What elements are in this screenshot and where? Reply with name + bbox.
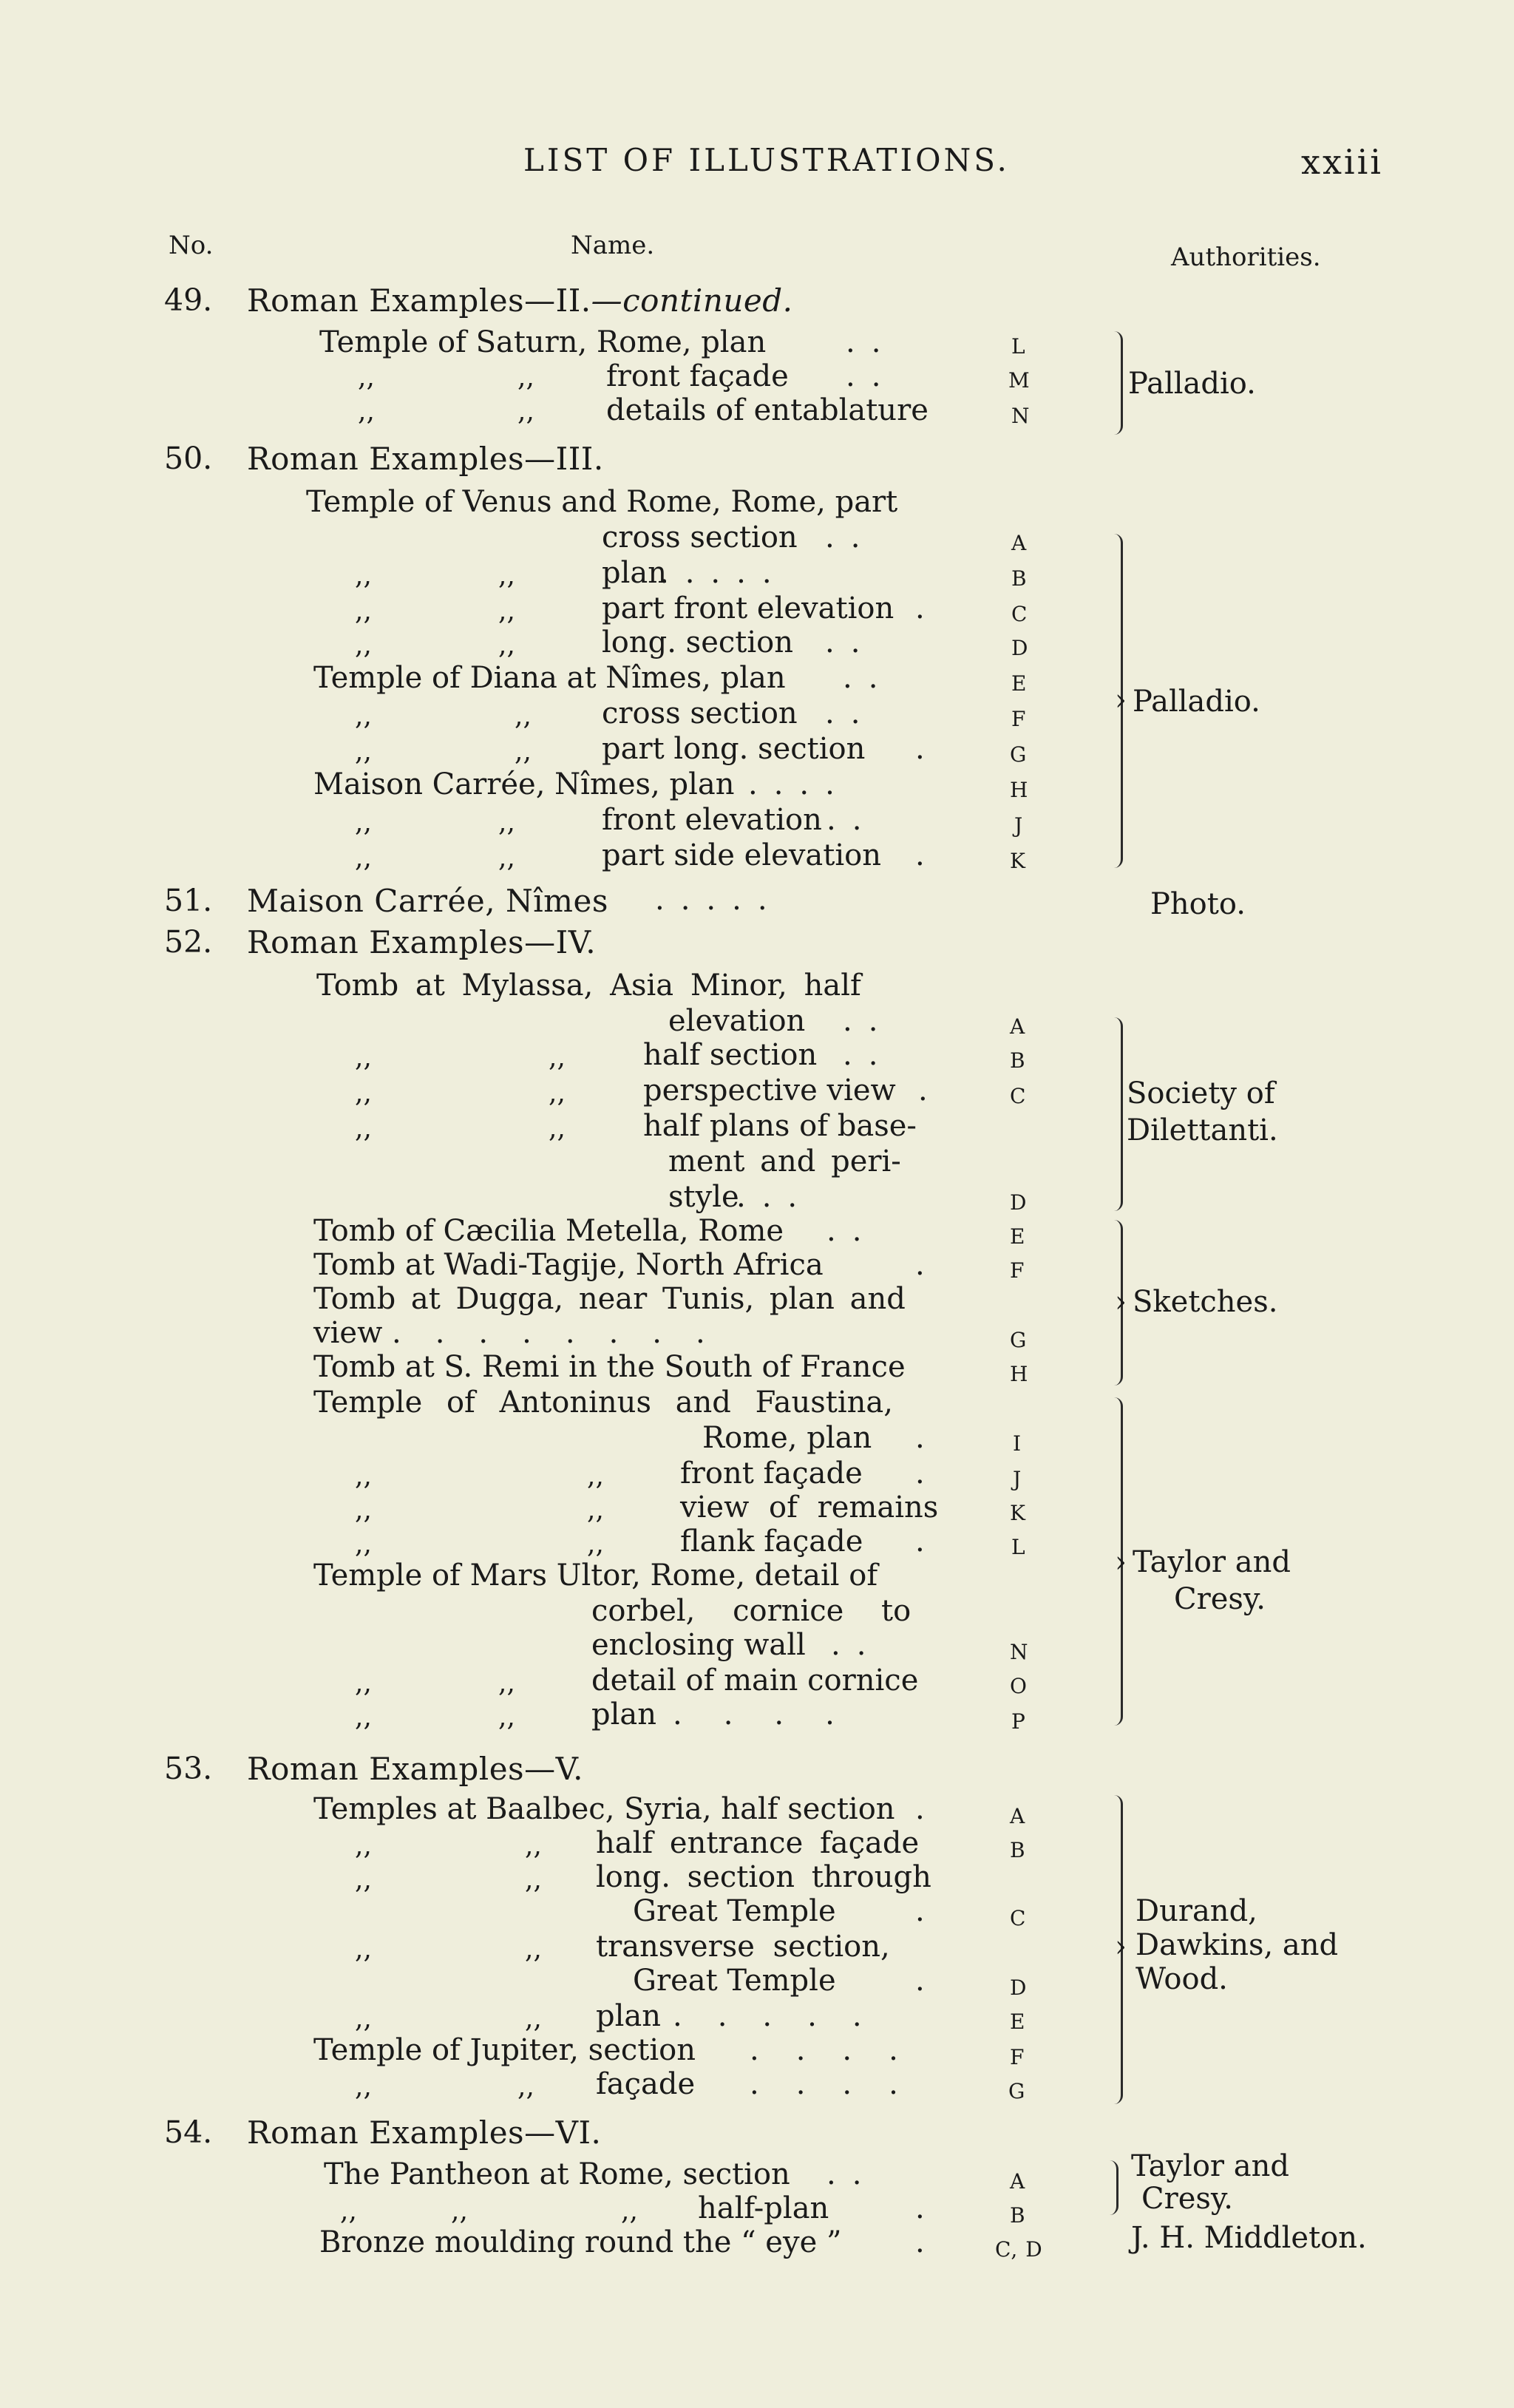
ditto-mark: ,, xyxy=(549,1042,566,1073)
plate-letter: F xyxy=(1010,2045,1025,2069)
column-head-authorities: Authorities. xyxy=(1171,243,1321,272)
authority: Photo. xyxy=(1150,887,1246,921)
plate-letter: C xyxy=(1011,602,1028,626)
entry-text: flank façade xyxy=(680,1524,863,1559)
ditto-mark: ,, xyxy=(355,843,372,873)
section-number: 54. xyxy=(164,2114,213,2150)
entry-text: view of remains xyxy=(680,1490,939,1524)
ditto-mark: ,, xyxy=(621,2196,638,2226)
leader-dots: . xyxy=(915,1792,941,1826)
plate-letter: G xyxy=(1010,1328,1028,1352)
section-number: 53. xyxy=(164,1751,213,1786)
leader-dots: ..... xyxy=(655,883,784,917)
column-head-name: Name. xyxy=(571,231,655,260)
plate-letter: G xyxy=(1008,2079,1026,2103)
plate-letter: N xyxy=(1010,1640,1029,1664)
entry-text: detail of main cornice xyxy=(591,1663,919,1698)
column-head-no: No. xyxy=(169,231,214,260)
entry-text: long. section xyxy=(602,625,793,659)
plate-letter: K xyxy=(1010,1501,1026,1525)
brace xyxy=(1110,1017,1123,1211)
brace-point: › xyxy=(1115,683,1127,717)
section-number: 49. xyxy=(164,282,213,318)
ditto-mark: ,, xyxy=(355,596,372,626)
ditto-mark: ,, xyxy=(355,1529,372,1559)
plate-letter: F xyxy=(1010,1258,1025,1283)
entry-text: Tomb at Dugga, near Tunis, plan and xyxy=(313,1282,906,1316)
plate-letter: G xyxy=(1010,742,1028,767)
ditto-mark: ,, xyxy=(587,1461,604,1491)
plate-letter: A xyxy=(1010,1014,1026,1039)
entry-text: cross section xyxy=(602,696,798,730)
entry-text: Great Temple xyxy=(633,1964,836,1998)
authority: Palladio. xyxy=(1128,367,1256,401)
entry-text: ment and peri- xyxy=(668,1144,901,1178)
authority: Sketches. xyxy=(1133,1285,1278,1319)
entry-text: cross section xyxy=(602,520,798,554)
section-title: Roman Examples—III. xyxy=(247,441,604,477)
leader-dots: .. xyxy=(846,359,897,393)
entry-text: façade xyxy=(596,2067,696,2101)
ditto-mark: ,, xyxy=(358,396,375,427)
ditto-mark: ,, xyxy=(498,630,515,660)
ditto-mark: ,, xyxy=(498,807,515,838)
ditto-mark: ,, xyxy=(355,701,372,731)
leader-dots: . xyxy=(915,1964,941,1998)
ditto-mark: ,, xyxy=(355,2004,372,2034)
ditto-mark: ,, xyxy=(355,1934,372,1964)
authority: Durand, Dawkins, and Wood. xyxy=(1136,1894,1339,1996)
authority: Society of Dilettanti. xyxy=(1127,1076,1278,1147)
entry-text: Temples at Baalbec, Syria, half section xyxy=(313,1792,895,1826)
plate-letter: B xyxy=(1010,1838,1026,1862)
leader-dots: .... xyxy=(673,1698,876,1732)
ditto-mark: ,, xyxy=(587,1495,604,1525)
plate-letter: D xyxy=(1010,1190,1028,1215)
entry-text: half entrance façade xyxy=(596,1826,920,1860)
entry-text: perspective view xyxy=(643,1074,896,1108)
leader-dots: .... xyxy=(750,2033,935,2067)
entry-text: style xyxy=(668,1180,739,1214)
entry-text: enclosing wall xyxy=(591,1628,806,1662)
entry-text: plan xyxy=(596,1999,662,2033)
ditto-mark: ,, xyxy=(355,807,372,838)
ditto-mark: ,, xyxy=(525,1865,542,1895)
brace-point: › xyxy=(1115,1545,1127,1579)
ditto-mark: ,, xyxy=(515,736,532,767)
ditto-mark: ,, xyxy=(355,1668,372,1698)
ditto-mark: ,, xyxy=(451,2196,468,2226)
entry-text: Tomb at Mylassa, Asia Minor, half xyxy=(316,969,861,1003)
brace xyxy=(1109,331,1123,435)
leader-dots: . xyxy=(915,1421,941,1455)
entry-text: The Pantheon at Rome, section xyxy=(324,2157,790,2191)
plate-letter: H xyxy=(1010,778,1029,802)
plate-letter: M xyxy=(1008,368,1031,393)
leader-dots: .. xyxy=(826,2157,878,2191)
ditto-mark: ,, xyxy=(517,396,534,427)
ditto-mark: ,, xyxy=(355,1702,372,1732)
leader-dots: .. xyxy=(825,625,877,659)
entry-text: Temple of Venus and Rome, Rome, part xyxy=(306,485,898,519)
entry-text: Temple of Saturn, Rome, plan xyxy=(319,325,767,359)
plate-letter: A xyxy=(1010,2169,1026,2194)
ditto-mark: ,, xyxy=(355,630,372,660)
section-number: 52. xyxy=(164,924,213,960)
ditto-mark: ,, xyxy=(355,1495,372,1525)
entry-text: Tomb of Cæcilia Metella, Rome xyxy=(313,1214,784,1248)
page-number: xxiii xyxy=(1301,142,1384,182)
leader-dots: . xyxy=(918,1074,944,1108)
plate-letter: L xyxy=(1011,334,1026,359)
entry-text: plan xyxy=(602,556,668,590)
entry-text: half section xyxy=(643,1038,818,1072)
entry-text: long. section through xyxy=(596,1860,931,1894)
plate-letter: B xyxy=(1011,566,1028,591)
leader-dots: .. xyxy=(846,325,897,359)
ditto-mark: ,, xyxy=(517,2072,534,2102)
plate-letter: J xyxy=(1013,1467,1022,1491)
leader-dots: ........ xyxy=(392,1316,739,1350)
ditto-mark: ,, xyxy=(549,1113,566,1144)
authority: Taylor and Cresy. xyxy=(1131,2149,1289,2216)
leader-dots: .. xyxy=(831,1628,883,1662)
leader-dots: . xyxy=(915,2225,941,2259)
plate-letter: C xyxy=(1010,1906,1027,1930)
ditto-mark: ,, xyxy=(355,1113,372,1144)
brace-point: › xyxy=(1115,1285,1127,1319)
ditto-mark: ,, xyxy=(355,1042,372,1073)
leader-dots: . xyxy=(915,1524,941,1559)
ditto-mark: ,, xyxy=(498,560,515,591)
ditto-mark: ,, xyxy=(355,1461,372,1491)
entry-text: front elevation xyxy=(602,803,822,837)
leader-dots: . xyxy=(915,1894,941,1928)
ditto-mark: ,, xyxy=(498,843,515,873)
plate-letter: I xyxy=(1013,1431,1022,1456)
entry-text: view xyxy=(313,1316,383,1350)
entry-text: plan xyxy=(591,1698,657,1732)
entry-text: Rome, plan xyxy=(702,1421,872,1455)
section-number: 51. xyxy=(164,883,213,918)
ditto-mark: ,, xyxy=(355,1078,372,1108)
entry-text: front façade xyxy=(606,359,789,393)
section-title: Maison Carrée, Nîmes xyxy=(247,883,608,919)
entry-text: Temple of Antoninus and Faustina, xyxy=(313,1386,893,1420)
authority: Palladio. xyxy=(1133,685,1260,719)
ditto-mark: ,, xyxy=(498,1702,515,1732)
leader-dots: .. xyxy=(826,803,878,837)
entry-text: Temple of Diana at Nîmes, plan xyxy=(313,661,786,695)
ditto-mark: ,, xyxy=(355,736,372,767)
section-number: 50. xyxy=(164,441,213,476)
entry-text: Tomb at Wadi-Tagije, North Africa xyxy=(313,1248,824,1282)
plate-letter: D xyxy=(1010,1975,1028,2000)
plate-letter: E xyxy=(1010,2010,1026,2034)
entry-text: details of entablature xyxy=(606,393,929,427)
ditto-mark: ,, xyxy=(498,596,515,626)
plate-letter: D xyxy=(1011,636,1029,660)
ditto-mark: ,, xyxy=(525,1831,542,1861)
entry-text: corbel, cornice to xyxy=(591,1594,912,1628)
plate-letter: L xyxy=(1011,1535,1026,1559)
plate-letter: E xyxy=(1011,671,1028,696)
entry-text: Temple of Mars Ultor, Rome, detail of xyxy=(313,1559,878,1593)
entry-text: part side elevation xyxy=(602,838,881,872)
leader-dots: .... xyxy=(750,2067,935,2101)
leader-dots: . xyxy=(915,838,941,872)
leader-dots: .. xyxy=(843,661,895,695)
entry-text: part front elevation xyxy=(602,591,895,625)
plate-letter: P xyxy=(1011,1709,1026,1734)
ditto-mark: ,, xyxy=(355,1865,372,1895)
entry-text: transverse section, xyxy=(596,1930,890,1964)
ditto-mark: ,, xyxy=(525,1934,542,1964)
plate-letter: A xyxy=(1010,1804,1026,1828)
leader-dots: .. xyxy=(825,696,877,730)
ditto-mark: ,, xyxy=(355,2072,372,2102)
plate-letter: N xyxy=(1011,404,1031,428)
leader-dots: . xyxy=(915,1248,941,1282)
entry-text: Bronze moulding round the “ eye ” xyxy=(319,2225,842,2259)
entry-text: Maison Carrée, Nîmes, plan xyxy=(313,767,735,801)
plate-letter: A xyxy=(1011,531,1028,555)
running-title: LIST OF ILLUSTRATIONS. xyxy=(523,142,1010,178)
leader-dots: . xyxy=(915,732,941,766)
plate-letter: C xyxy=(1010,1084,1027,1108)
leader-dots: . xyxy=(915,2191,941,2225)
entry-text: Temple of Jupiter, section xyxy=(313,2033,696,2067)
entry-text: elevation xyxy=(668,1004,806,1038)
brace-point: › xyxy=(1115,1930,1127,1964)
leader-dots: .. xyxy=(843,1038,895,1072)
ditto-mark: ,, xyxy=(525,2004,542,2034)
ditto-mark: ,, xyxy=(498,1668,515,1698)
brace xyxy=(1109,2160,1118,2215)
ditto-mark: ,, xyxy=(358,362,375,393)
plate-letter: C, D xyxy=(995,2237,1043,2262)
ditto-mark: ,, xyxy=(355,1831,372,1861)
leader-dots: .. xyxy=(826,1214,878,1248)
entry-text: Great Temple xyxy=(633,1894,836,1928)
entry-text: half-plan xyxy=(698,2191,829,2225)
ditto-mark: ,, xyxy=(515,701,532,731)
leader-dots: .. xyxy=(825,520,877,554)
plate-letter: J xyxy=(1014,813,1024,838)
plate-letter: B xyxy=(1010,2203,1026,2228)
leader-dots: ... xyxy=(736,1180,814,1214)
leader-dots: . xyxy=(915,1456,941,1490)
entry-text: part long. section xyxy=(602,732,866,766)
entry-text: Tomb at S. Remi in the South of France xyxy=(313,1350,906,1384)
entry-text: half plans of base- xyxy=(643,1109,917,1143)
ditto-mark: ,, xyxy=(549,1078,566,1108)
leader-dots: . xyxy=(915,591,941,625)
plate-letter: E xyxy=(1010,1224,1026,1249)
authority: Taylor and Cresy. xyxy=(1133,1545,1291,1616)
plate-letter: F xyxy=(1011,707,1027,731)
section-title: Roman Examples—VI. xyxy=(247,2114,602,2151)
leader-dots: .... xyxy=(748,767,851,801)
section-title: Roman Examples—IV. xyxy=(247,924,597,960)
plate-letter: K xyxy=(1010,849,1026,873)
ditto-mark: ,, xyxy=(517,362,534,393)
plate-letter: H xyxy=(1010,1362,1029,1386)
plate-letter: O xyxy=(1010,1674,1028,1698)
entry-text: front façade xyxy=(680,1456,863,1490)
leader-dots: ..... xyxy=(659,556,788,590)
ditto-mark: ,, xyxy=(355,560,372,591)
leader-dots: ..... xyxy=(673,1999,897,2033)
ditto-mark: ,, xyxy=(587,1529,604,1559)
ditto-mark: ,, xyxy=(340,2196,357,2226)
authority: J. H. Middleton. xyxy=(1131,2221,1367,2255)
leader-dots: .. xyxy=(843,1004,895,1038)
section-title: Roman Examples—II.—continued. xyxy=(247,282,793,319)
section-title: Roman Examples—V. xyxy=(247,1751,583,1787)
plate-letter: B xyxy=(1010,1048,1026,1073)
